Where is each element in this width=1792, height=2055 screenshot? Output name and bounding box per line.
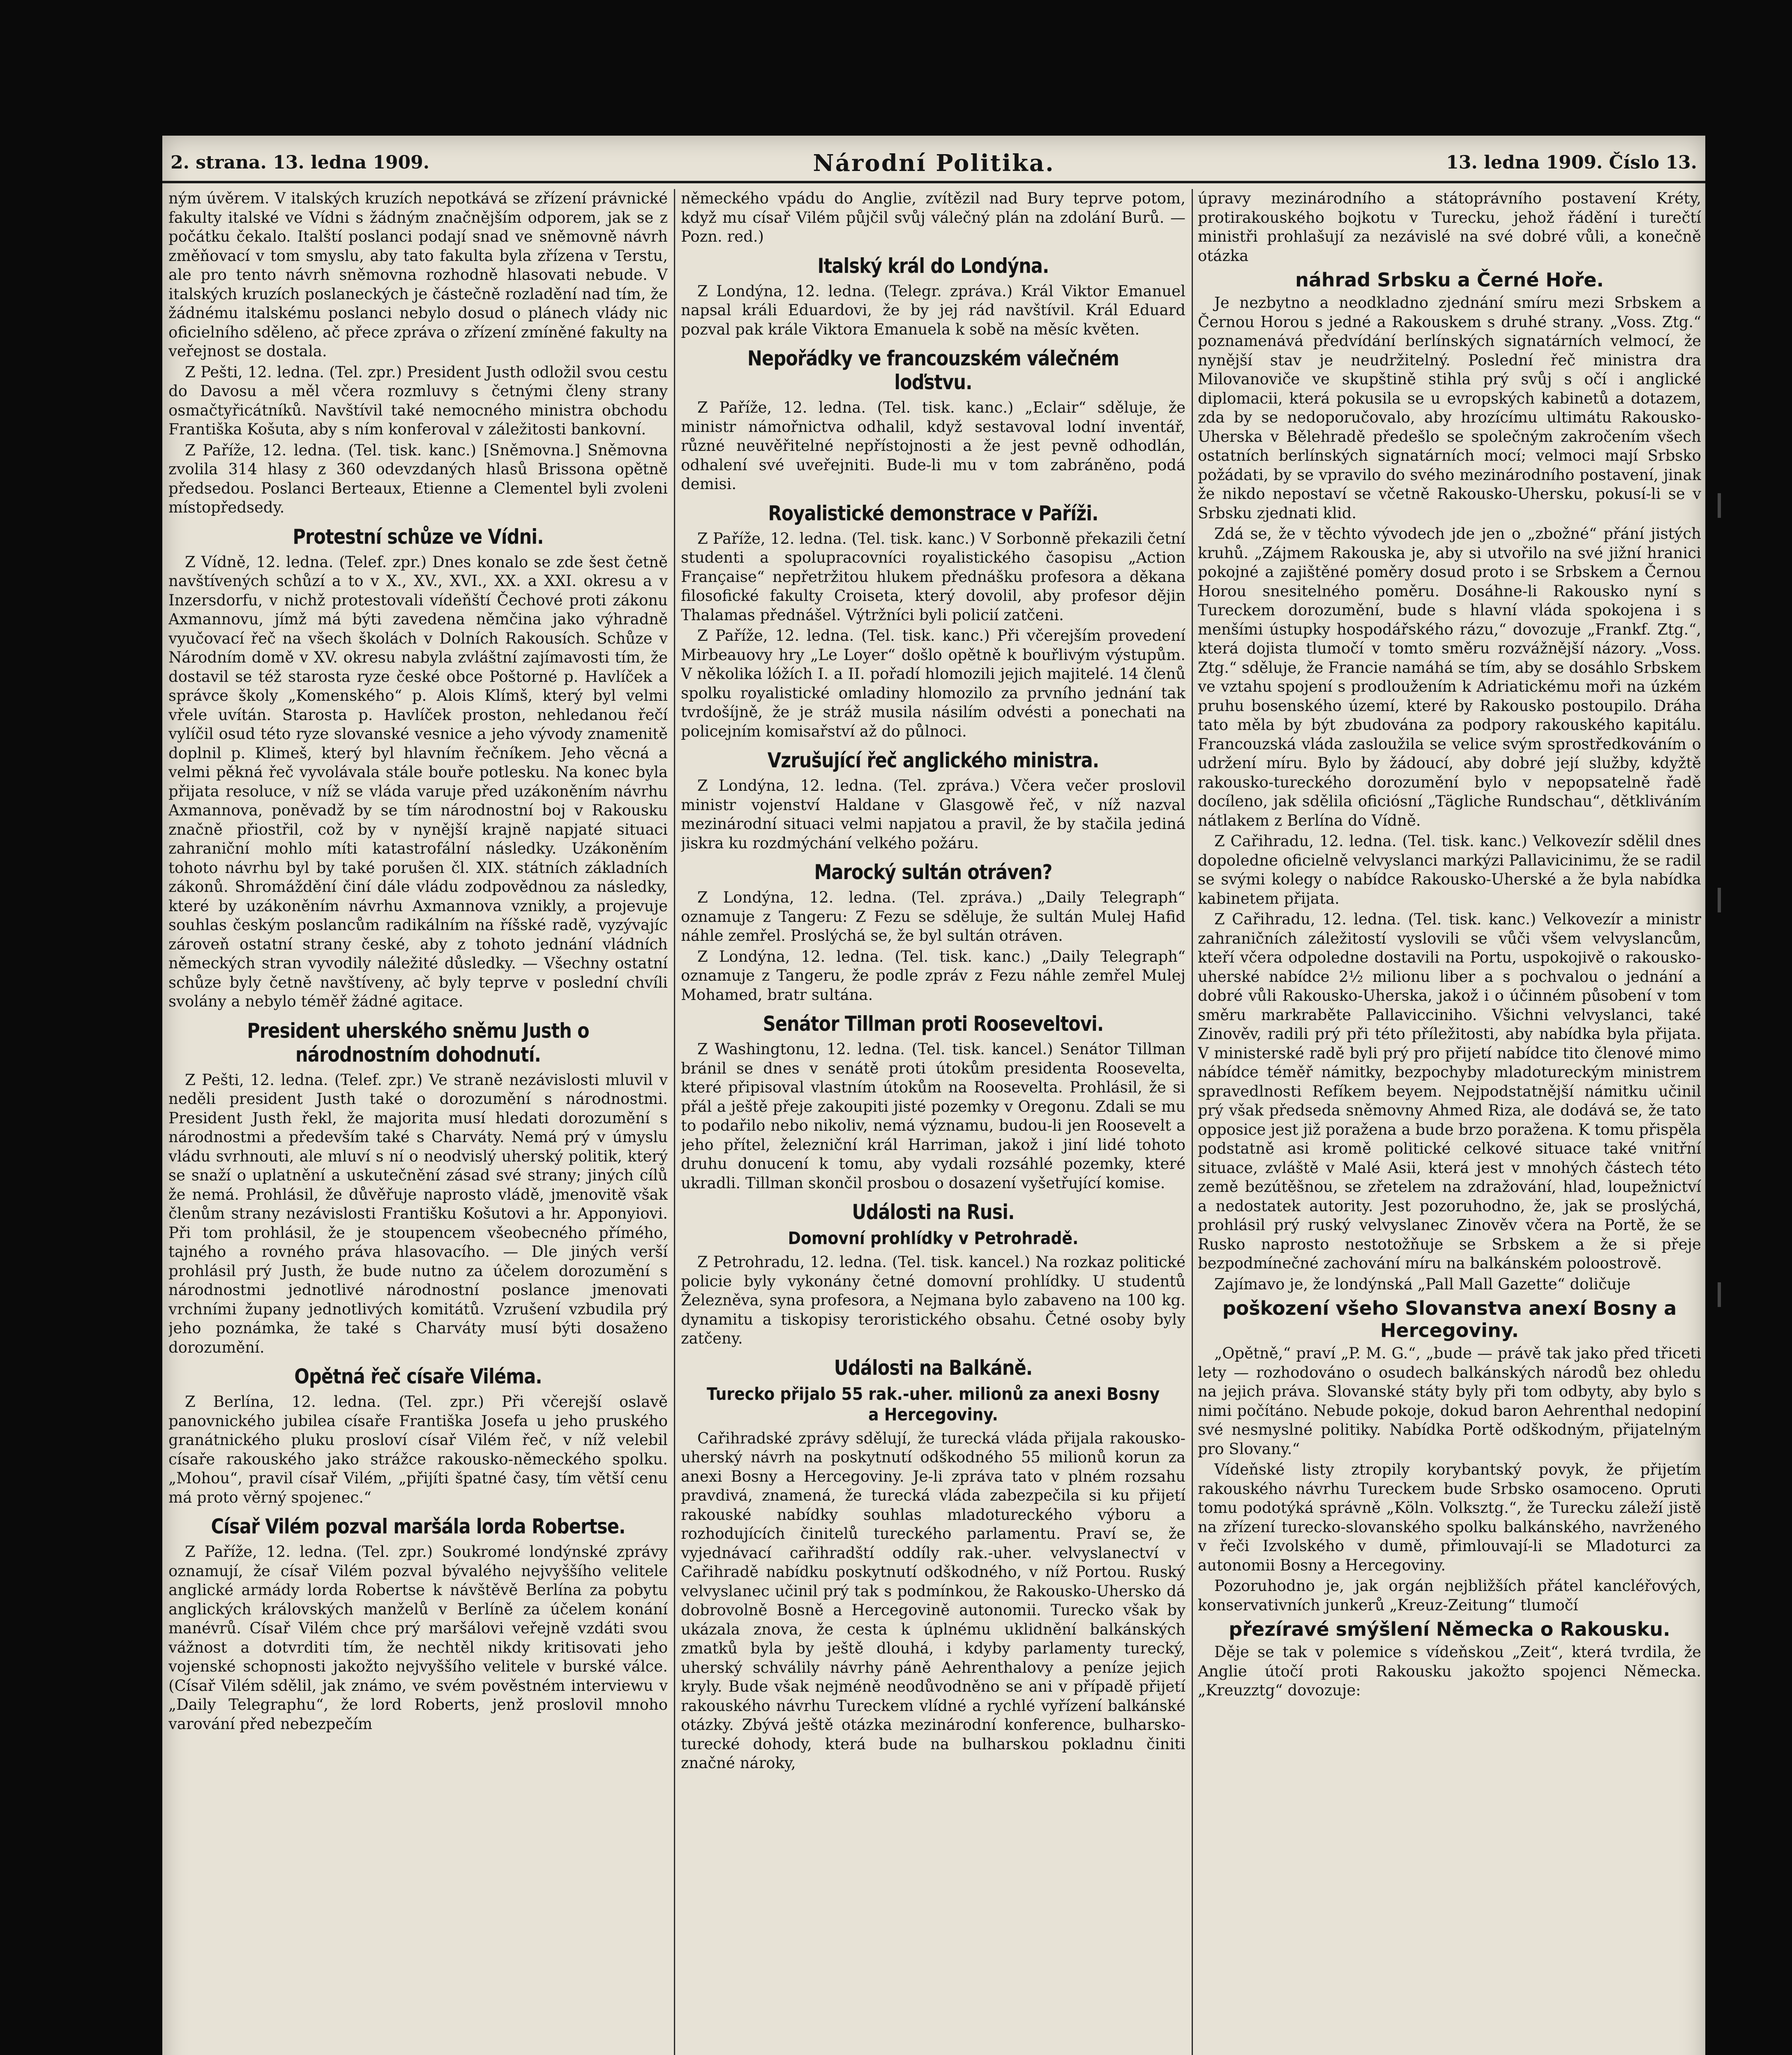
masthead-title: Národní Politika. bbox=[813, 150, 1055, 177]
article-subheadline: Domovní prohlídky v Petrohradě. bbox=[788, 1228, 1079, 1248]
article-headline: Royalistické demonstrace v Paříži. bbox=[768, 501, 1098, 525]
article-paragraph: Z Londýna, 12. ledna. (Telegr. zpráva.) Král Viktor Emanuel napsal králi Eduardovi, že by jej rád navštívil. Král Eduard pozval pak krále Viktora Emanuela k sobě na měsíc květen. bbox=[681, 282, 1185, 338]
article-paragraph: Z Londýna, 12. ledna. (Tel. zpráva.) Včera večer proslovil ministr vojenství Haldane v Glasgowě řeč, v níž nazval mezinárodní situaci velmi napjatou a pravil, že by stačila jediná jiskra ku rozdmýchání velkého požáru. bbox=[681, 777, 1185, 852]
article-headline: Protestní schůze ve Vídni. bbox=[293, 524, 544, 549]
article-headline: Nepořádky ve francouzském válečném loďstvu. bbox=[747, 346, 1119, 394]
article-paragraph: Z Washingtonu, 12. ledna. (Tel. tisk. kancel.) Senátor Tillman bránil se dnes v senátě proti útokům presidenta Roosevelta, které připisoval vlastním útokům na Roosevelta. Prohlásil, že si přál a ještě přeje zakoupiti jisté pozemky v Oregonu. Zdali se mu to podařilo nebo nikoliv, nemá významu, budou-li jen Roosevelt a jeho přítel, železniční král Harriman, jakož i jiní lidé tohoto druhu donucení k tomu, aby vydali rozsáhlé pozemky, které ukradli. Tillman skončil prosbou o dosazení vyšetřující komise. bbox=[681, 1040, 1185, 1192]
article-paragraph: Z Petrohradu, 12. ledna. (Tel. tisk. kancel.) Na rozkaz politické policie byly vykonány četné domovní prohlídky. U studentů Železněva, syna profesora, a Nejmana bylo zabaveno na 100 kg. dynamitu a tiskopisy teroristického obsahu. Četné osoby byly zatčeny. bbox=[681, 1253, 1185, 1347]
column-2 bbox=[681, 189, 1185, 2055]
column-divider bbox=[674, 189, 675, 2055]
article-paragraph: Zajímavo je, že londýnská „Pall Mall Gazette“ doličuje bbox=[1214, 1275, 1631, 1293]
article-paragraph: Z Cařihradu, 12. ledna. (Tel. tisk. kanc.) Velkovezír a ministr zahraničních záležitostí vyslovili se vůči všem velvyslancům, kteří včera odpoledne dostavili na Portu, uspokojivě o rakousko-uherské nabídce 2½ milionu liber a s pochvalou o jednání a dobré vůli Rakousko-Uherska, jakož i o účinném působení v tom směru markraběte Pallavicciniho. Všichni velvyslanci, také Zinověv, radili prý při této příležitosti, aby nabídka byla přijata. V ministerské radě byli prý pro přijetí nabídce tito členové mimo nábídce téměř námitky, bezpochyby mladotureckým ministrem spravedlnosti Refíkem beyem. Nejpodstatnější námitku učinil prý však předseda sněmovny Ahmed Riza, ale dodává se, že tato opposice jest již poražena a bude brzo poražena. K tomu přispěla podstatně asi kromě politické celkové situace také vnitřní situace, zvláště v Malé Asii, která jest v mnohých částech této země bezútěšnou, se zřetelem na zdražování, hlad, loupežnictví a nedostatek autority. Jest pozoruhodno, že, jak se proslýchá, prohlásil prý ruský velvyslanec Zinověv včera na Portě, že se Rusko naprosto nestotožňuje se Srbskem a že si přeje bezpodmínečné zachování míru na balkánském poloostrově. bbox=[1198, 910, 1701, 1272]
article-paragraph: Vídeňské listy ztropily korybantský povyk, že přijetím rakouského návrhu Tureckem bude Srbsko osamoceno. Opruti tomu podotýká správně „Köln. Volksztg.“, že Turecku záleží jistě na zřízení turecko-slovanského spolku balkánského, navrženého v řeči Izvolského v dumě, přimlouvají-li se Mladoturci za autonomii Bosny a Hercegoviny. bbox=[1198, 1461, 1701, 1574]
article-paragraph: Z Pešti, 12. ledna. (Telef. zpr.) Ve straně nezávislosti mluvil v neděli president Justh také o dorozumění s národnostmi. President Justh řekl, že majorita musí hledati dorozumění s národnostmi a především také s Charváty. Nemá prý v úmyslu vládu svrhnouti, ale mluví s ní o neodvislý uherský politik, který se snaží o uplatnění a uskutečnění zásad své strany; jiných cílů že nemá. Prohlásil, že důvěřuje naprosto vládě, jmenovitě však členům strany nezávislosti Františku Košutovi a hr. Apponyiovi. Při tom prohlásil, že je stoupencem všeobecného přímého, tajného a rovného práva hlasovacího. — Dle jiných verší prohlásil prý Justh, že bude nutno za účelem dorozumění s národnostmi jednotlivé národnostní poslance jmenovati vrchními župany jednotlivých komitátů. Vzrušení vzbudila prý jeho poznámka, že také s Charváty musí býti dosaženo dorozumění. bbox=[168, 1071, 668, 1356]
article-paragraph: Pozoruhodno je, jak orgán nejbližších přátel kancléřových, konservativních junkerů „Kreuz-Zeitung“ tlumočí bbox=[1198, 1577, 1701, 1614]
article-headline: Marocký sultán otráven? bbox=[814, 860, 1052, 884]
article-paragraph: úpravy mezinárodního a státoprávního postavení Kréty, protirakouského bojkotu v Turecku, jehož řádění i turečtí ministři prohlašují za nezávislé na své dobré vůli, a konečně otázka bbox=[1198, 189, 1701, 265]
article-paragraph: Z Londýna, 12. ledna. (Tel. tisk. kanc.) „Daily Telegraph“ oznamuje z Tangeru, že podle zpráv z Fezu náhle zemřel Mulej Mohamed, bratr sultána. bbox=[681, 947, 1185, 1004]
header-date-left: 2. strana. 13. ledna 1909. bbox=[171, 152, 430, 173]
header-issue-right: 13. ledna 1909. Číslo 13. bbox=[1446, 152, 1697, 173]
article-paragraph: Je nezbytno a neodkladno zjednání smíru mezi Srbskem a Černou Horou s jedné a Rakouskem s druhé strany. „Voss. Ztg.“ poznamenává předvídání berlínských signatárních velmocí, že nynější stav je neudržitelný. Poslední řeč ministra dra Milovanoviče ve skupštině stihla prý svůj s očí i anglické diplomacii, která pokusila se u evropských kabinetů a dotazem, zda by se nedoporučovalo, aby hrozícímu ultimátu Rakousko-Uherska v Bělehradě předešlo se společným zakročením všech ostatních berlínských signatárních mocí; velmoci mají Srbsko požádati, by se vpravilo do svého mezinárodního postavení, jinak že nikdo nepostaví se včetně Rakousko-Uhersku, pokusí-li se v Srbsku zjednati klid. bbox=[1198, 294, 1701, 522]
header-rule bbox=[162, 181, 1705, 183]
scan-edge-marks bbox=[1718, 493, 1730, 1726]
article-paragraph: Z Berlína, 12. ledna. (Tel. zpr.) Při včerejší oslavě panovnického jubilea císaře Františka Josefa u jeho pruského granátnického pluku prosloví císař Vilém řeč, v níž velebil císaře rakouského jako strážce rakousko-německého spolku. „Mohou“, pravil císař Vilém, „přijíti špatné časy, tím větší cenu má proto věrný spojenec.“ bbox=[168, 1393, 668, 1506]
article-paragraph: Zdá se, že v těchto vývodech jde jen o „zbožné“ přání jistých kruhů. „Zájmem Rakouska je, aby si utvořilo na své jižní hranici pokojné a zajištěné poměry dosud proto i se Srbskem a Černou Horou snesitelného poměru. Dosáhne-li Rakousko nyní s Tureckem dorozumění, bude s hlavní vláda spokojena i s menšími ústupky hospodářského rázu,“ dovozuje „Frankf. Ztg.“, která dojista tlumočí v tomto směru rozvážnější názory. „Voss. Ztg.“ sděluje, že Francie namáhá se tím, aby se dosáhlo Srbskem ve vztahu spojení s prodloužením k Adriatickému moři na úzkém pruhu bosenského území, které by Rakousko postoupilo. Dráha tato měla by být zbudována za podpory rakouského kapitálu. Francouzská vláda zasloužila se velice svým sprostředkováním o udržení míru. Bylo by žádoucí, aby dobré její služby, kdyžtě rakousko-tureckého dorozumění bylo v nepopsatelně řadě docíleno, jak sdělila oficiósní „Tägliche Rundschau“, dětkliváním nátlakem z Berlína do Vídně. bbox=[1198, 525, 1701, 829]
article-paragraph: Z Cařihradu, 12. ledna. (Tel. tisk. kanc.) Velkovezír sdělil dnes dopoledne oficielně velvyslanci markýzi Pallavicinimu, že se radil se svými kolegy o nabídce Rakousko-Uherské a že byla nabídka kabinetem přijata. bbox=[1198, 832, 1701, 907]
article-subheadline: Turecko přijalo 55 rak.-uher. milionů za anexi Bosny a Hercegoviny. bbox=[706, 1383, 1160, 1425]
article-paragraph: Z Paříže, 12. ledna. (Tel. tisk. kanc.) Při včerejším provedení Mirbeauovy hry „Le Loyer“ došlo opětně k bouřlivým výstupům. V několika lóžích I. a II. pořadí hlomozili jejich majitelé. 14 členů spolku royalistické omladiny hlomozilo za prvního jednání tak tvrdošíjně, že je stráž musila násilím odvésti a ponechati na policejním komisařství až do půlnoci. bbox=[681, 627, 1185, 740]
newspaper-page bbox=[162, 136, 1705, 2055]
article-paragraph: „Opětně,“ praví „P. M. G.“, „bude — právě tak jako před třiceti lety — rozhodováno o osudech balkánských národů bez ohledu na jejich práva. Slovanské státy byly při tom odbyty, aby bylo s nimi počítáno. Nebude pokoje, dokud baron Aehrenthal nedopiní své nesmyslné politiky. Nabídka Portě odškodným, přijatelným pro Slovany.“ bbox=[1198, 1344, 1701, 1458]
article-paragraph: ným úvěrem. V italských kruzích nepotkává se zřízení právnické fakulty italské ve Vídni s žádným značnějším odporem, jak se z počátku čekalo. Italští poslanci podají snad ve sněmovně návrh změňovací v tom smyslu, aby tato fakulta byla zřízena v Terstu, ale pro tento návrh sněmovna rozhodně hlasovati nebude. V italských kruzích poslaneckých je částečně rozladění nad tím, že žádnému italskému poslanci nebylo dosud o plánech vlády nic oficielního sděleno, ač přece zpráva o zřízení zmíněné fakulty na veřejnost se dostala. bbox=[168, 189, 668, 360]
article-paragraph: Z Paříže, 12. ledna. (Tel. tisk. kanc.) „Eclair“ sděluje, že ministr námořnictva odhalil, když sestavoval lodní inventář, různé neuvěřitelné nepřístojnosti a že jest pevně odhodlán, odhalení své uveřejniti. Bude-li mu v tom zabráněno, podá demisi. bbox=[681, 399, 1185, 493]
article-headline: Císař Vilém pozval maršála lorda Robertse. bbox=[211, 1515, 625, 1538]
column-3 bbox=[1198, 189, 1701, 2055]
article-headline: Vzrušující řeč anglického ministra. bbox=[767, 748, 1099, 772]
article-paragraph: Z Pešti, 12. ledna. (Tel. zpr.) President Justh odložil svou cestu do Davosu a měl včera rozmluvy s četnými členy strany osmačtyřicátníků. Navštívil také nemocného ministra obchodu Františka Košuta, aby s ním konferoval v záležitosti bankovní. bbox=[168, 363, 668, 438]
page-header bbox=[162, 152, 1705, 193]
inline-headline: poškození všeho Slovanstva anexí Bosny a Hercegoviny. bbox=[1222, 1297, 1677, 1342]
column-divider bbox=[1192, 189, 1193, 2055]
article-headline: Opětná řeč císaře Viléma. bbox=[294, 1365, 542, 1388]
article-paragraph: Děje se tak v polemice s vídeňskou „Zeit“, která tvrdila, že Anglie útočí proti Rakousku jakožto spojenci Německa. „Kreuzztg“ dovozuje: bbox=[1198, 1643, 1701, 1699]
section-headline: Události na Balkáně. bbox=[834, 1355, 1033, 1380]
article-paragraph: německého vpádu do Anglie, zvítězil nad Bury teprve potom, když mu císař Vilém půjčil svůj válečný plán na zdolání Burů. — Pozn. red.) bbox=[681, 189, 1185, 245]
article-paragraph: Z Paříže, 12. ledna. (Tel. tisk. kanc.) [Sněmovna.] Sněmovna zvolila 314 hlasy z 360 odevzdaných hlasů Brissona opětně předsedou. Poslanci Berteaux, Etienne a Clementel byli zvoleni místopředsedy. bbox=[168, 441, 668, 516]
article-headline: Italský král do Londýna. bbox=[817, 254, 1049, 278]
column-1 bbox=[168, 189, 668, 2055]
section-headline: Události na Rusi. bbox=[852, 1200, 1015, 1224]
article-paragraph: Z Vídně, 12. ledna. (Telef. zpr.) Dnes konalo se zde šest četně navštívených schůzí a to v X., XV., XVI., XX. a XXI. okresu a v Inzersdorfu, v nichž protestovali vídeňští Čechové proti zákonu Axmannovu, jímž má býti zavedena němčina jako výhradně vyučovací řeč na všech školách v Dolních Rakousích. Schůze v Národním domě v XV. okresu nabyla zvláštní zajímavosti tím, že dostavil se též starosta ryze české obce Poštorné p. Havlíček a správce školy „Komenského“ p. Alois Klímš, který byl velmi vřele uvítán. Starosta p. Havlíček proston, nehledanou řečí vylíčil osud této ryze slovanské vesnice a jeho vývody znamenitě doplnil p. Klimeš, který byl hlavním řečníkem. Jeho věcná a velmi pěkná řeč vyvolávala stále bouře potlesku. Na konec byla přijata resoluce, v níž se vláda varuje před uzákoněním návrhu Axmannova, poněvadž by se tím národnostní boj v Rakousku značně přiostřil, což by v nynější krajně napjaté situaci zahraniční mohlo míti katastrofální následky. Uzákoněním tohoto návrhu byl by také porušen čl. XIX. státních základních zákonů. Shromáždění činí dále vládu zodpovědnou za následky, které by uzákoněním návrhu Axmannova vznikly, a projevuje souhlas českým poslancům radikálním na říšské radě, vyzývajíc zároveň ostatní strany české, aby z tohoto jednání vládních německých stran vyvodily náležité důsledky. — Všechny ostatní schůze byly četně navštíveny, ač byly teprve v poslední chvíli svolány a nebylo téměř žádné agitace. bbox=[168, 553, 668, 1010]
inline-headline: přezíravé smýšlení Německa o Rakousku. bbox=[1229, 1618, 1670, 1640]
article-paragraph: Cařihradské zprávy sdělují, že turecká vláda přijala rakousko-uherský návrh na poskytnutí odškodného 55 milionů korun za anexi Bosny a Hercegoviny. Je-li zpráva tato v plném rozsahu pravdivá, znamená, že turecká vláda zabezpečila si ku přijetí rakouské nabídky souhlas mladotureckého výboru a rozhodujících činitelů tureckého parlamentu. Praví se, že vyjednávací cařihradští oddíly rak.-uher. velvyslanectví v Cařihradě nabídku poskytnutí odškodného, v níž Portou. Ruský velvyslanec učinil prý tak s podmínkou, že Rakousko-Uhersko dá dobrovolně Bosně a Hercegovině autonomii. Turecko však by ukázala znova, že cesta k úplnému uklidnění balkánských zmatků byla by ještě dlouhá, i kdyby parlamenty turecký, uherský schválily návrhy páně Aehrenthalovy a peníze jejich kryly. Bude však nejméně neodůvodněno se ani v případě přijetí rakouského návrhu Tureckem vlídné a rychlé vyřízení balkánské otázky. Zbývá ještě otázka mezinárodní konference, bulharsko-turecké dohody, která bude na bulharskou pokladnu činiti značné nároky, bbox=[681, 1429, 1185, 1772]
article-paragraph: Z Paříže, 12. ledna. (Tel. tisk. kanc.) V Sorbonně překazili četní studenti a spolupracovníci royalistického časopisu „Action Française“ nepřetržitou hlukem přednášku profesora a děkana filosofické fakulty Croiseta, který dovolil, aby profesor dějin Thalamas přednášel. Výtržníci byli policií zatčeni. bbox=[681, 529, 1185, 624]
inline-headline: náhrad Srbsku a Černé Hoře. bbox=[1295, 269, 1604, 291]
article-headline: President uherského sněmu Justh o národnostním dohodnutí. bbox=[247, 1018, 589, 1067]
article-headline: Senátor Tillman proti Rooseveltovi. bbox=[763, 1012, 1104, 1036]
article-paragraph: Z Londýna, 12. ledna. (Tel. zpráva.) „Daily Telegraph“ oznamuje z Tangeru: Z Fezu se sděluje, že sultán Mulej Hafid náhle zemřel. Proslýchá se, že byl sultán otráven. bbox=[681, 889, 1185, 944]
article-paragraph: Z Paříže, 12. ledna. (Tel. zpr.) Soukromé londýnské zprávy oznamují, že císař Vilém pozval bývalého nejvyššího velitele anglické armády lorda Robertse k návštěvě Berlína za pobytu anglických královských manželů v Berlíně za účelem konání manévrů. Císař Vilém chce prý maršálovi veřejně vzdáti svou vážnost a dotvrditi tím, že nechtěl nikdy kritisovati jeho vojenské schopnosti jakožto nejvyššího velitele v burské válce. (Císař Vilém sdělil, jak známo, ve svém pověstném interviewu v „Daily Telegraphu“, že lord Roberts, jenž proslovil mnoho varování před nebezpečím bbox=[168, 1543, 668, 1733]
